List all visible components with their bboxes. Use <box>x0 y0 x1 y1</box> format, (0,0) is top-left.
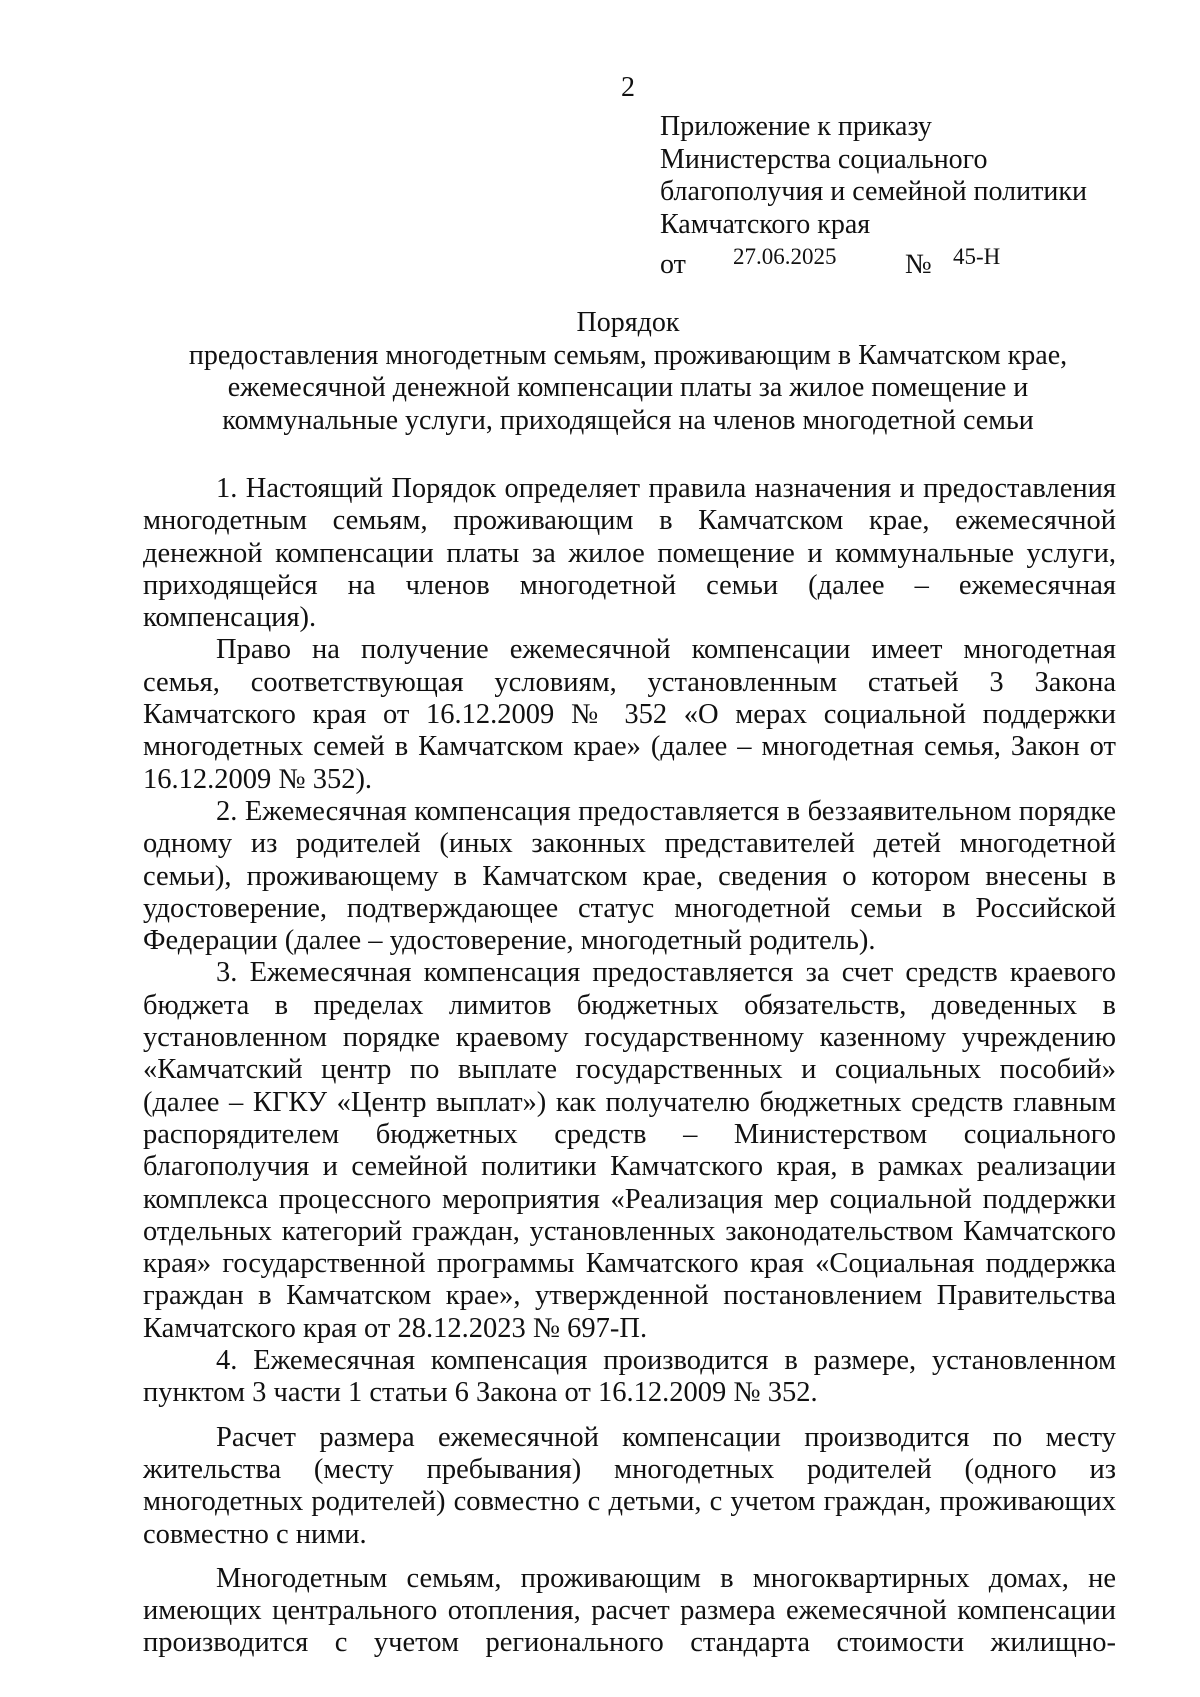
title-subtitle-line: коммунальные услуги, приходящейся на членов многодетной семьи <box>222 404 1034 436</box>
order-date: 27.06.2025 <box>733 244 837 269</box>
page-number: 2 <box>621 72 635 103</box>
title-heading: Порядок <box>576 307 680 338</box>
paragraph-1: 1. Настоящий Порядок определяет правила назначения и предоставления многодетным семьям, проживающим в Камчатском крае, ежемесячной денежной компенсации платы за жилое помещение и коммунальные услуги, приходящейся на членов многодетной семьи (далее – ежемесячная компенсация). <box>143 473 1116 634</box>
title-subtitle-line: ежемесячной денежной компенсации платы за жилое помещение и <box>227 372 1029 403</box>
appendix-header <box>660 111 1180 281</box>
title-subtitle-line: предоставления многодетным семьям, проживающим в Камчатском крае, <box>188 339 1068 371</box>
paragraph-4-calculation: Расчет размера ежемесячной компенсации производится по месту жительства (месту пребывания) многодетных родителей (одного из многодетных родителей) совместно с детьми, с учетом граждан, проживающих совместно с ними. <box>143 1421 1116 1550</box>
order-number: 45-Н <box>953 244 1001 269</box>
order-number-sign: № <box>905 249 932 280</box>
paragraph-1-right: Право на получение ежемесячной компенсации имеет многодетная семья, соответствующая условиям, установленным статьей 3 Закона Камчатского края от 16.12.2009 № 352 «О мерах социальной поддержки многодетных семей в Камчатском крае» (далее – многодетная семья, Закон от 16.12.2009 № 352). <box>143 634 1116 795</box>
paragraph-4-no-heating: Многодетным семьям, проживающим в многоквартирных домах, не имеющих центрального отопления, расчет размера ежемесячной компенсации производится с учетом регионального стандарта стоимости жилищно- <box>143 1562 1116 1659</box>
order-details <box>660 241 1180 281</box>
appendix-line: Министерства социального <box>660 143 988 175</box>
paragraph-2: 2. Ежемесячная компенсация предоставляется в беззаявительном порядке одному из родителей (иных законных представителей детей многодетной семьи), проживающему в Камчатском крае, сведения о котором внесены в удостоверение, подтверждающее статус многодетной семьи в Российской Федерации (далее – удостоверение, многодетный родитель). <box>143 795 1116 957</box>
paragraph-3: 3. Ежемесячная компенсация предоставляется за счет средств краевого бюджета в пределах лимитов бюджетных обязательств, доведенных в установленном порядке краевому государственному казенному учреждению «Камчатский центр по выплате государственных и социальных пособий» (далее – КГКУ «Центр выплат») как получателю бюджетных средств главным распорядителем бюджетных средств – Министерством социального благополучия и семейной политики Камчатского края, в рамках реализации комплекса процессного мероприятия «Реализация мер социальной поддержки отдельных категорий граждан, установленных законодательством Камчатского края» государственной программы Камчатского края «Социальная поддержка граждан в Камчатском крае», утвержденной постановлением Правительства Камчатского края от 28.12.2023 № 697-П. <box>143 957 1116 1344</box>
appendix-line: Приложение к приказу <box>660 111 932 142</box>
document-body <box>143 473 1116 1660</box>
document-title <box>140 307 1116 437</box>
order-from-label: от <box>660 249 686 280</box>
appendix-line: Камчатского края <box>660 208 871 240</box>
appendix-line: благополучия и семейной политики <box>660 176 1087 207</box>
paragraph-4: 4. Ежемесячная компенсация производится в размере, установленном пунктом 3 части 1 статьи 6 Закона от 16.12.2009 № 352. <box>143 1345 1116 1409</box>
